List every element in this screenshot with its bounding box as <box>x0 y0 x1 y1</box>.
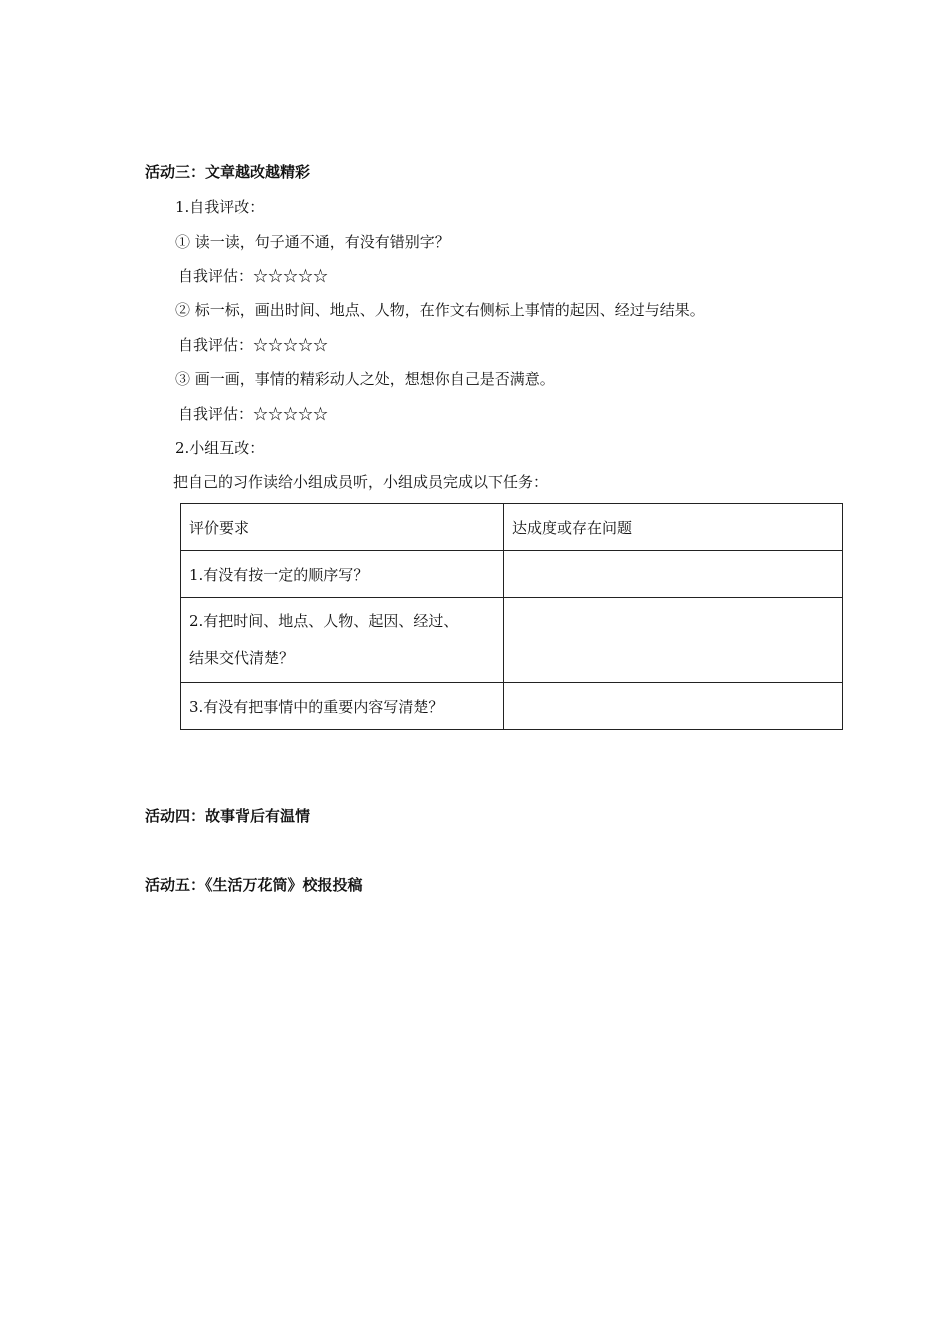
self-review-task-1: ① 读一读，句子通不通，有没有错别字？ <box>175 233 450 251</box>
self-rating-2: 自我评估：☆☆☆☆☆ <box>178 336 329 354</box>
self-review-task-2: ② 标一标，画出时间、地点、人物，在作文右侧标上事情的起因、经过与结果。 <box>175 301 705 319</box>
evaluation-table <box>180 503 843 730</box>
self-rating-1: 自我评估：☆☆☆☆☆ <box>178 267 329 285</box>
requirement-cell: 3.有没有把事情中的重要内容写清楚？ <box>181 683 504 730</box>
result-cell[interactable] <box>504 598 843 683</box>
self-rating-3: 自我评估：☆☆☆☆☆ <box>178 405 329 423</box>
group-review-instruction: 把自己的习作读给小组成员听，小组成员完成以下任务： <box>173 473 549 491</box>
table-header-row <box>181 504 843 551</box>
requirement-line: 结果交代清楚？ <box>189 649 295 667</box>
table-row <box>181 598 843 683</box>
activity-5-heading: 活动五：《生活万花筒》校报投稿 <box>145 876 363 894</box>
requirement-cell: 1.有没有按一定的顺序写？ <box>181 551 504 598</box>
requirement-cell <box>181 598 504 683</box>
table-row <box>181 683 843 730</box>
group-review-heading: 2.小组互改： <box>175 439 265 457</box>
requirement-line: 2.有把时间、地点、人物、起因、经过、 <box>189 612 459 630</box>
activity-3-heading: 活动三：文章越改越精彩 <box>145 163 311 181</box>
activity-4-heading: 活动四：故事背后有温情 <box>145 807 311 825</box>
result-cell[interactable] <box>504 683 843 730</box>
table-row <box>181 551 843 598</box>
self-review-heading: 1.自我评改： <box>175 198 265 216</box>
result-cell[interactable] <box>504 551 843 598</box>
table-header-cell: 达成度或存在问题 <box>504 504 843 551</box>
table-header-cell: 评价要求 <box>181 504 504 551</box>
self-review-task-3: ③ 画一画，事情的精彩动人之处，想想你自己是否满意。 <box>175 370 555 388</box>
